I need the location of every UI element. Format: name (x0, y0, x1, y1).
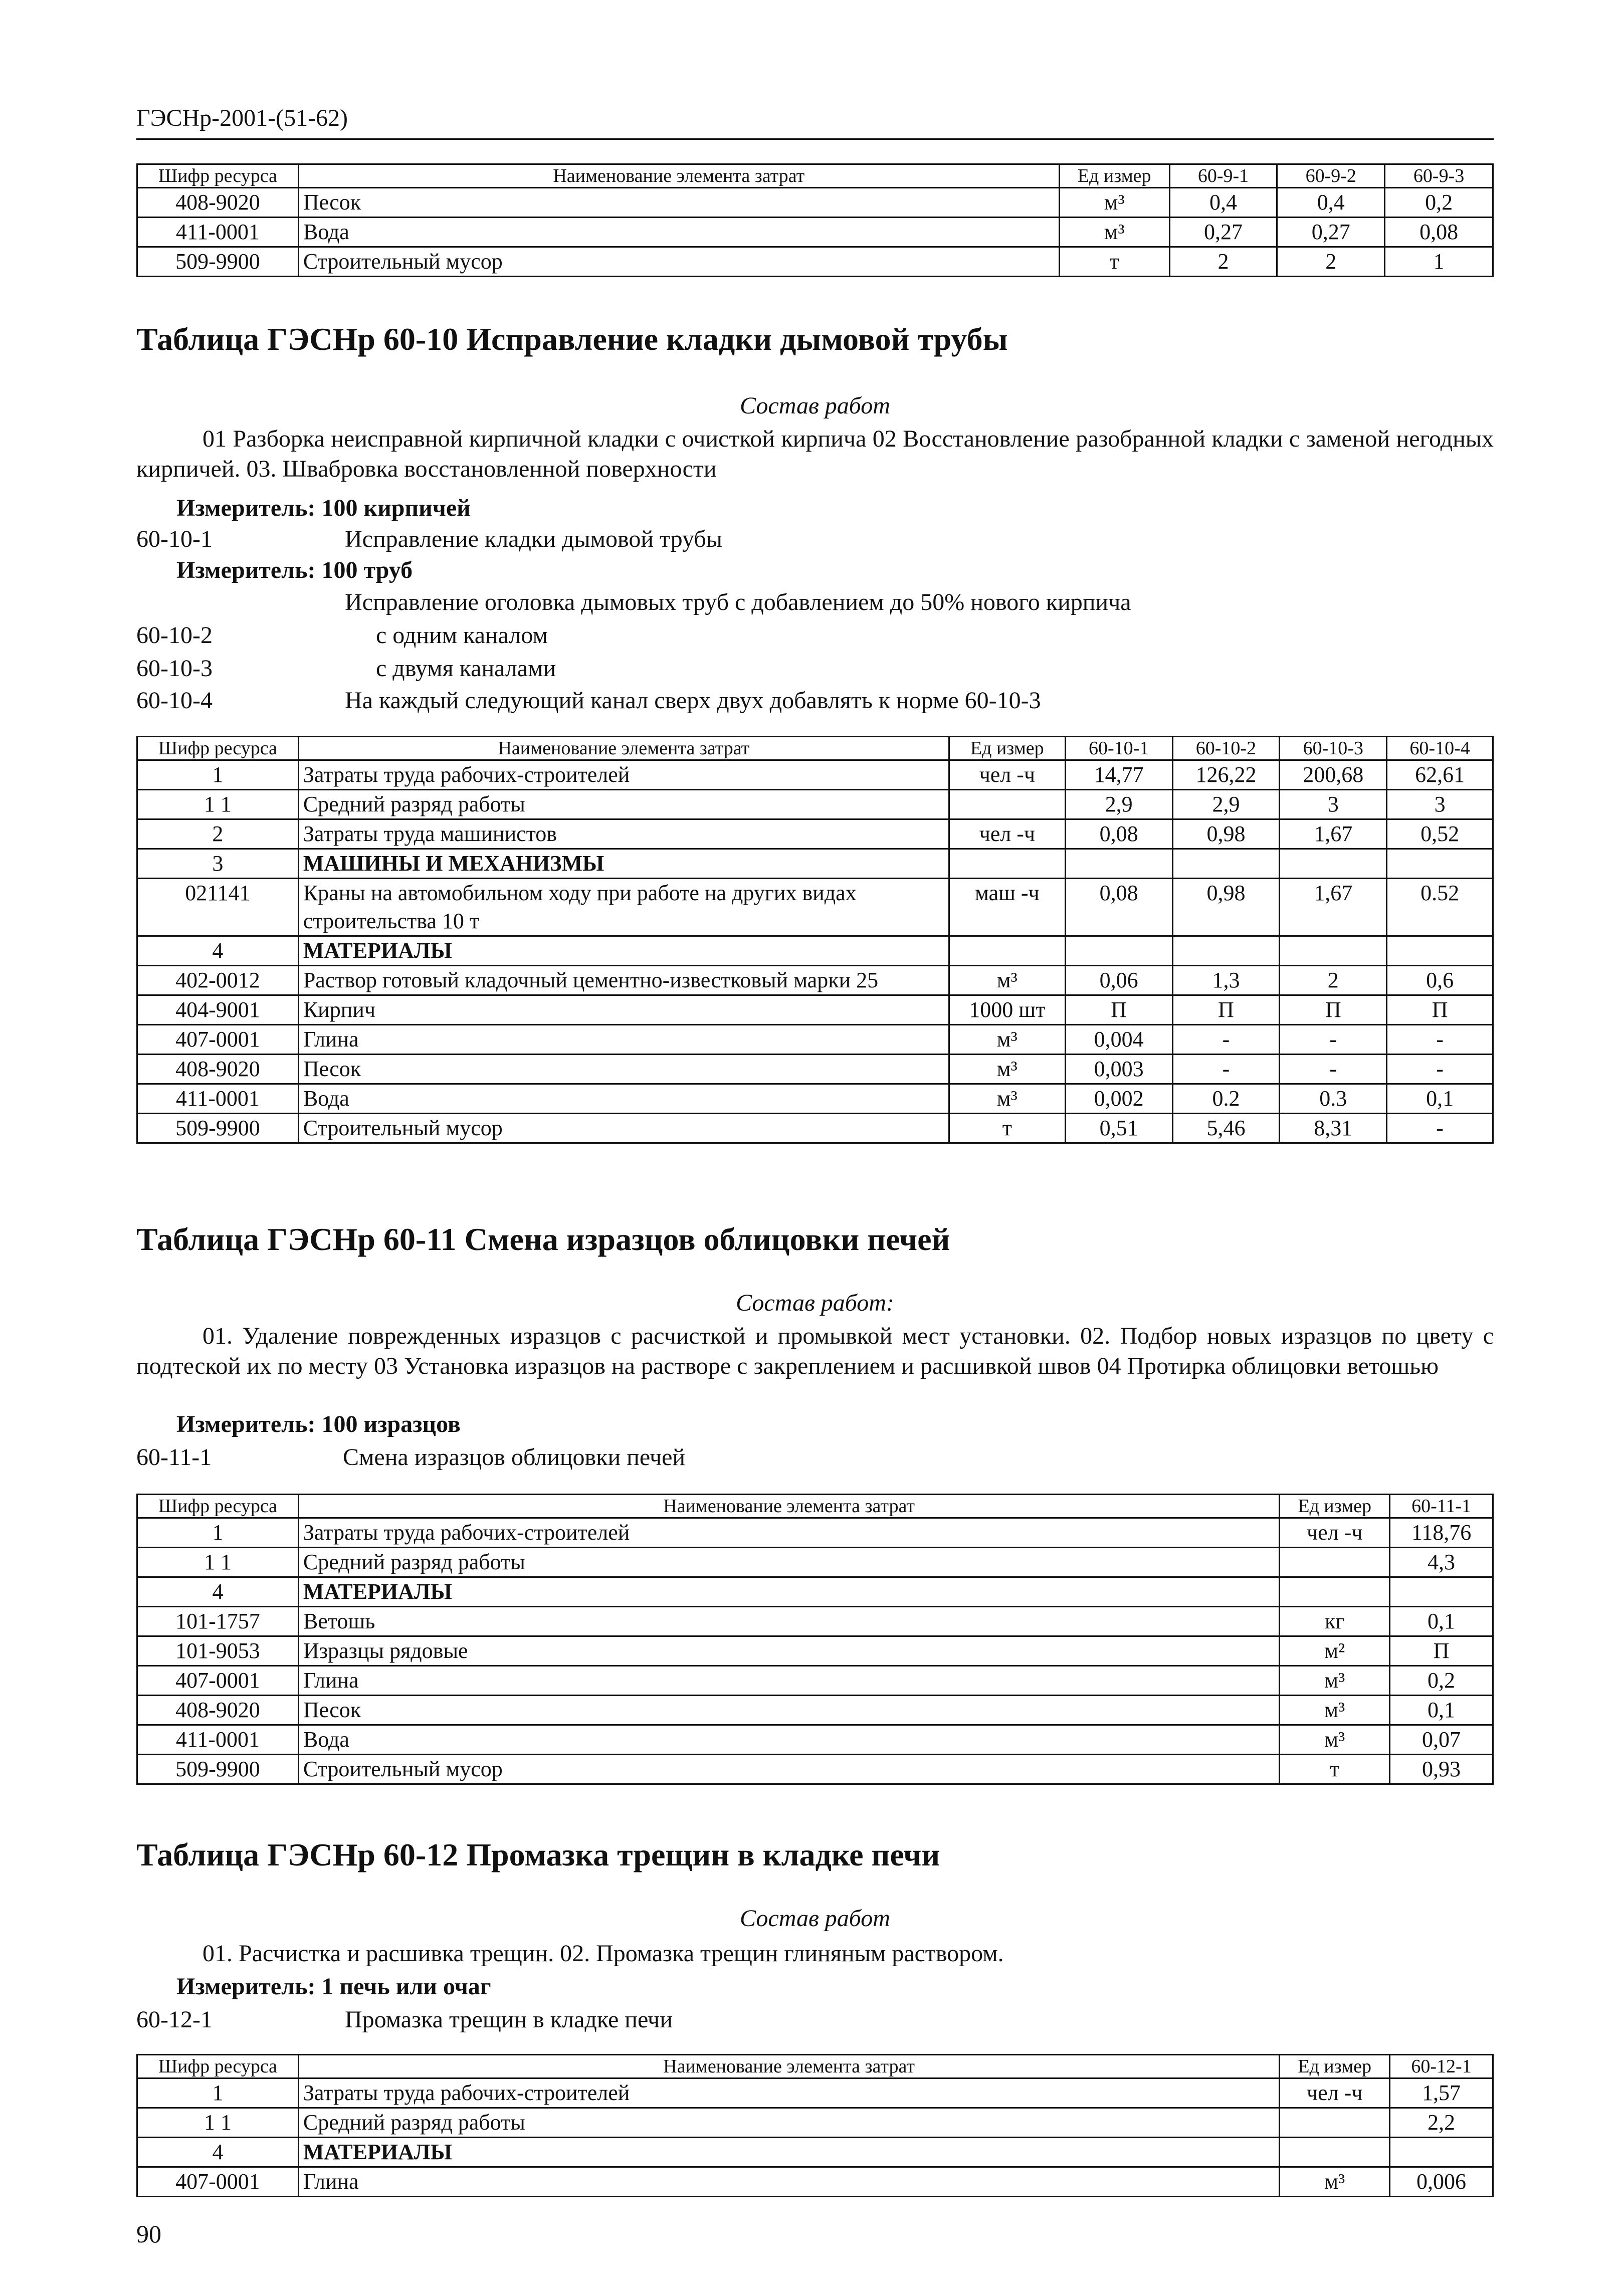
value: - (1387, 1025, 1493, 1055)
composition-text: 01 Разборка неисправной кирпичной кладки с очисткой кирпича 02 Восстановление разобранной кладки с заменой негодных кирпичей. 03. Швабровка восстановленной поверхности (136, 426, 1494, 482)
value: П (1172, 995, 1280, 1025)
value: 0,4 (1169, 188, 1277, 218)
value (1390, 2138, 1493, 2167)
unit: 1000 шт (949, 995, 1065, 1025)
value: 1,3 (1172, 966, 1280, 995)
table-row (137, 1607, 1493, 1636)
resource-name: Песок (298, 188, 1059, 218)
col-header: Шифр ресурса (137, 2055, 299, 2078)
norm-name: Исправление кладки дымовой трубы (345, 526, 722, 552)
col-header: Шифр ресурса (137, 1495, 299, 1518)
resource-name: Средний разряд работы (298, 2108, 1279, 2138)
table-row (137, 1025, 1493, 1055)
value: 4,3 (1390, 1548, 1493, 1577)
resource-name: Глина (298, 1025, 949, 1055)
resource-code: 509-9900 (137, 247, 299, 277)
value: 3 (1280, 790, 1387, 819)
table-row (137, 218, 1493, 247)
resource-name: Строительный мусор (298, 247, 1059, 277)
value: 2,9 (1172, 790, 1280, 819)
value: 2,2 (1390, 2108, 1493, 2138)
value (1172, 936, 1280, 966)
value: П (1387, 995, 1493, 1025)
unit: м³ (1280, 1696, 1390, 1725)
resource-name: Строительный мусор (298, 1755, 1279, 1784)
unit: м³ (1059, 218, 1169, 247)
value: 8,31 (1280, 1114, 1387, 1143)
value: - (1387, 1055, 1493, 1084)
composition-label: Состав работ (740, 392, 890, 419)
measure-label: Измеритель: 100 изразцов (176, 1411, 461, 1437)
section-title: Таблица ГЭСНр 60-11 Смена изразцов облицовки печей (136, 1221, 950, 1257)
col-header: 60-10-2 (1172, 737, 1280, 760)
value: 3 (1387, 790, 1493, 819)
table-header-row (137, 164, 1493, 188)
unit: т (949, 1114, 1065, 1143)
resource-code: 1 1 (137, 1548, 299, 1577)
value: 0,004 (1065, 1025, 1172, 1055)
table-row (137, 1114, 1493, 1143)
value: 0,003 (1065, 1055, 1172, 1084)
resource-code: 1 (137, 760, 299, 790)
value: 14,77 (1065, 760, 1172, 790)
table-row (137, 1696, 1493, 1725)
value: - (1280, 1055, 1387, 1084)
value (1065, 936, 1172, 966)
value: 0,2 (1385, 188, 1493, 218)
resource-name: Глина (298, 1666, 1279, 1696)
value: 200,68 (1280, 760, 1387, 790)
value (1387, 936, 1493, 966)
resource-code: 1 (137, 1518, 299, 1548)
value: 0,06 (1065, 966, 1172, 995)
resource-name: Средний разряд работы (298, 1548, 1279, 1577)
resource-code: 407-0001 (137, 1666, 299, 1696)
resource-name: Кирпич (298, 995, 949, 1025)
table-row (137, 1755, 1493, 1784)
norm-code: 60-10-4 (136, 687, 213, 714)
value: 1,57 (1390, 2078, 1493, 2108)
value: 0,08 (1065, 879, 1172, 936)
table-row (137, 819, 1493, 849)
unit (949, 849, 1065, 879)
section-title: Таблица ГЭСНр 60-12 Промазка трещин в кладке печи (136, 1837, 940, 1872)
table-section-row (137, 936, 1493, 966)
col-header: Наименование элемента затрат (298, 1495, 1279, 1518)
value: П (1390, 1636, 1493, 1666)
table-row (137, 790, 1493, 819)
table-row (137, 1055, 1493, 1084)
section-heading: МАТЕРИАЛЫ (298, 2138, 1279, 2167)
resource-name: Средний разряд работы (298, 790, 949, 819)
header-rule (136, 138, 1494, 140)
section-heading: МАТЕРИАЛЫ (298, 936, 949, 966)
composition-label: Состав работ: (736, 1290, 894, 1316)
norm-name: с одним каналом (376, 622, 548, 649)
col-header: Наименование элемента затрат (298, 2055, 1279, 2078)
value (1390, 1577, 1493, 1607)
value: 118,76 (1390, 1518, 1493, 1548)
resource-name: Затраты труда рабочих-строителей (298, 1518, 1279, 1548)
unit (1280, 2138, 1390, 2167)
resource-code: 509-9900 (137, 1755, 299, 1784)
unit: м³ (949, 966, 1065, 995)
unit: м² (1280, 1636, 1390, 1666)
norm-code: 60-10-2 (136, 622, 213, 649)
norm-code: 60-11-1 (136, 1444, 212, 1471)
resource-code: 411-0001 (137, 218, 299, 247)
resource-name: Глина (298, 2167, 1279, 2197)
col-header: 60-12-1 (1390, 2055, 1493, 2078)
value: 0,08 (1385, 218, 1493, 247)
table-row (137, 1636, 1493, 1666)
value: 0,002 (1065, 1084, 1172, 1114)
composition-text: 01. Удаление поврежденных изразцов с расчисткой и промывкой мест установки. 02. Подбор новых изразцов по цвету с подтеской их по месту 03 Установка изразцов на растворе с закреплением и расшивкой швов 04 Протирка облицовки ветошью (136, 1323, 1494, 1379)
table-row (137, 1548, 1493, 1577)
col-header: 60-9-2 (1277, 164, 1385, 188)
value: 0.52 (1387, 879, 1493, 936)
norm-group-name: Исправление оголовка дымовых труб с добавлением до 50% нового кирпича (345, 589, 1131, 615)
resource-code: 407-0001 (137, 2167, 299, 2197)
value: - (1280, 1025, 1387, 1055)
value (1387, 849, 1493, 879)
col-header: 60-10-3 (1280, 737, 1387, 760)
table-row (137, 2108, 1493, 2138)
resource-name: Песок (298, 1696, 1279, 1725)
resource-code: 3 (137, 849, 299, 879)
page-number: 90 (136, 2220, 161, 2248)
measure-label: Измеритель: 100 кирпичей (176, 495, 471, 521)
resource-code: 408-9020 (137, 1055, 299, 1084)
resource-name: Затраты труда машинистов (298, 819, 949, 849)
table-header-row (137, 737, 1493, 760)
unit: чел -ч (1280, 2078, 1390, 2108)
resource-code: 4 (137, 1577, 299, 1607)
value (1280, 849, 1387, 879)
col-header: 60-10-4 (1387, 737, 1493, 760)
norm-name: На каждый следующий канал сверх двух добавлять к норме 60-10-3 (345, 687, 1041, 714)
value: - (1172, 1025, 1280, 1055)
norm-name: Смена изразцов облицовки печей (343, 1444, 686, 1471)
value: 0,1 (1390, 1696, 1493, 1725)
unit: чел -ч (949, 760, 1065, 790)
resource-name: Краны на автомобильном ходу при работе на других видах строительства 10 т (298, 879, 949, 936)
unit: чел -ч (949, 819, 1065, 849)
resource-name: Ветошь (298, 1607, 1279, 1636)
col-header: Наименование элемента затрат (298, 164, 1059, 188)
resource-code: 101-1757 (137, 1607, 299, 1636)
table-section-row (137, 849, 1493, 879)
resource-code: 1 1 (137, 790, 299, 819)
unit: м³ (1059, 188, 1169, 218)
value: 0,6 (1387, 966, 1493, 995)
value: 0,51 (1065, 1114, 1172, 1143)
col-header: Ед измер (1280, 2055, 1390, 2078)
resource-code: 4 (137, 2138, 299, 2167)
norm-name: с двумя каналами (376, 655, 556, 682)
value: 0,006 (1390, 2167, 1493, 2197)
section-title: Таблица ГЭСНр 60-10 Исправление кладки дымовой трубы (136, 321, 1008, 357)
unit: м³ (1280, 2167, 1390, 2197)
value: 0,1 (1390, 1607, 1493, 1636)
col-header: 60-9-1 (1169, 164, 1277, 188)
value: 0,27 (1277, 218, 1385, 247)
col-header: Шифр ресурса (137, 164, 299, 188)
value (1172, 849, 1280, 879)
resource-name: Вода (298, 1725, 1279, 1755)
value (1065, 849, 1172, 879)
value: 0,52 (1387, 819, 1493, 849)
unit: м³ (949, 1025, 1065, 1055)
composition-label: Состав работ (740, 1905, 890, 1932)
value: 0,27 (1169, 218, 1277, 247)
col-header: Шифр ресурса (137, 737, 299, 760)
resource-code: 411-0001 (137, 1725, 299, 1755)
section-heading: МАТЕРИАЛЫ (298, 1577, 1279, 1607)
unit: м³ (1280, 1725, 1390, 1755)
value: 0.2 (1172, 1084, 1280, 1114)
unit (949, 936, 1065, 966)
col-header: 60-10-1 (1065, 737, 1172, 760)
resource-code: 509-9900 (137, 1114, 299, 1143)
measure-label: Измеритель: 1 печь или очаг (176, 1973, 491, 2000)
norm-name: Промазка трещин в кладке печи (345, 2006, 673, 2033)
value: 1,67 (1280, 819, 1387, 849)
table-row (137, 1084, 1493, 1114)
value: 0,1 (1387, 1084, 1493, 1114)
unit: м³ (949, 1055, 1065, 1084)
table-60-11 (136, 1494, 1494, 1785)
composition-text: 01. Расчистка и расшивка трещин. 02. Промазка трещин глиняным раствором. (202, 1940, 1004, 1967)
resource-name: Строительный мусор (298, 1114, 949, 1143)
table-row (137, 2078, 1493, 2108)
table-row (137, 188, 1493, 218)
value: 2 (1280, 966, 1387, 995)
resource-code: 408-9020 (137, 1696, 299, 1725)
resource-name: Затраты труда рабочих-строителей (298, 760, 949, 790)
table-row (137, 1666, 1493, 1696)
col-header: 60-11-1 (1390, 1495, 1493, 1518)
value: 2,9 (1065, 790, 1172, 819)
unit (1280, 2108, 1390, 2138)
table-row (137, 2167, 1493, 2197)
norm-code: 60-12-1 (136, 2006, 213, 2033)
unit: т (1280, 1755, 1390, 1784)
value: 1 (1385, 247, 1493, 277)
unit: чел -ч (1280, 1518, 1390, 1548)
resource-code: 407-0001 (137, 1025, 299, 1055)
unit (1280, 1577, 1390, 1607)
resource-name: Песок (298, 1055, 949, 1084)
unit: т (1059, 247, 1169, 277)
unit: м³ (1280, 1666, 1390, 1696)
resource-code: 101-9053 (137, 1636, 299, 1666)
value: 0,4 (1277, 188, 1385, 218)
resource-code: 2 (137, 819, 299, 849)
col-header: Ед измер (1059, 164, 1169, 188)
resource-code: 404-9001 (137, 995, 299, 1025)
table-row (137, 1725, 1493, 1755)
value: 126,22 (1172, 760, 1280, 790)
value: 62,61 (1387, 760, 1493, 790)
norm-code: 60-10-3 (136, 655, 213, 682)
resource-code: 408-9020 (137, 188, 299, 218)
table-60-12 (136, 2054, 1494, 2197)
resource-name: Вода (298, 1084, 949, 1114)
running-header: ГЭСНр-2001-(51-62) (136, 105, 348, 131)
section-heading: МАШИНЫ И МЕХАНИЗМЫ (298, 849, 949, 879)
table-row (137, 247, 1493, 277)
table-row (137, 1518, 1493, 1548)
table-row (137, 760, 1493, 790)
value: 0,98 (1172, 879, 1280, 936)
value: 0,07 (1390, 1725, 1493, 1755)
value: П (1065, 995, 1172, 1025)
resource-code: 1 1 (137, 2108, 299, 2138)
value: 2 (1169, 247, 1277, 277)
value: 0,93 (1390, 1755, 1493, 1784)
resource-code: 021141 (137, 879, 299, 936)
table-row (137, 966, 1493, 995)
value: - (1387, 1114, 1493, 1143)
table-60-9-continuation (136, 163, 1494, 277)
table-section-row (137, 2138, 1493, 2167)
unit (949, 790, 1065, 819)
unit: кг (1280, 1607, 1390, 1636)
resource-name: Затраты труда рабочих-строителей (298, 2078, 1279, 2108)
col-header: Ед измер (949, 737, 1065, 760)
table-60-10 (136, 736, 1494, 1144)
resource-name: Вода (298, 218, 1059, 247)
resource-code: 402-0012 (137, 966, 299, 995)
table-header-row (137, 1495, 1493, 1518)
value: 0.3 (1280, 1084, 1387, 1114)
resource-code: 411-0001 (137, 1084, 299, 1114)
value: - (1172, 1055, 1280, 1084)
norm-code: 60-10-1 (136, 526, 213, 552)
value: 0,98 (1172, 819, 1280, 849)
value (1280, 936, 1387, 966)
unit: маш -ч (949, 879, 1065, 936)
resource-code: 4 (137, 936, 299, 966)
table-row (137, 995, 1493, 1025)
col-header: Ед измер (1280, 1495, 1390, 1518)
value: 5,46 (1172, 1114, 1280, 1143)
value: 2 (1277, 247, 1385, 277)
value: П (1280, 995, 1387, 1025)
resource-name: Изразцы рядовые (298, 1636, 1279, 1666)
value: 0,2 (1390, 1666, 1493, 1696)
resource-code: 1 (137, 2078, 299, 2108)
table-header-row (137, 2055, 1493, 2078)
table-section-row (137, 1577, 1493, 1607)
unit: м³ (949, 1084, 1065, 1114)
col-header: 60-9-3 (1385, 164, 1493, 188)
table-row (137, 879, 1493, 936)
unit (1280, 1548, 1390, 1577)
measure-label: Измеритель: 100 труб (176, 557, 413, 583)
resource-name: Раствор готовый кладочный цементно-известковый марки 25 (298, 966, 949, 995)
value: 0,08 (1065, 819, 1172, 849)
value: 1,67 (1280, 879, 1387, 936)
col-header: Наименование элемента затрат (298, 737, 949, 760)
